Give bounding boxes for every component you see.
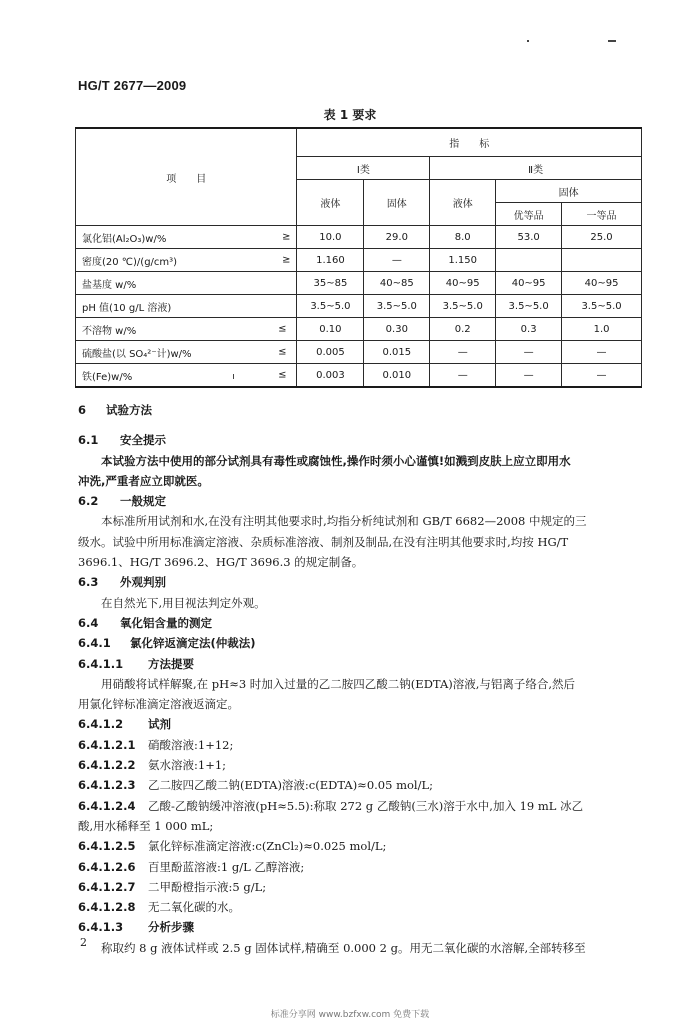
col-header-indicator: 指 标	[297, 128, 642, 157]
scan-mark	[233, 374, 234, 379]
col-header-liquid-1: 液体	[297, 180, 364, 226]
paragraph: 3696.1、HG/T 3696.2、HG/T 3696.3 的规定制备。	[78, 555, 364, 570]
col-header-liquid-2: 液体	[430, 180, 496, 226]
section-6-4-1-heading: 6.4.1 氯化锌返滴定法(仲裁法)	[78, 636, 256, 651]
document-body	[78, 400, 643, 958]
list-item: 6.4.1.2.7 二甲酚橙指示液:5 g/L;	[78, 879, 267, 894]
paragraph: 在自然光下,用目视法判定外观。	[101, 595, 266, 610]
paragraph: 本试验方法中使用的部分试剂具有毒性或腐蚀性,操作时须小心谨慎!如溅到皮肤上应立即用水	[101, 453, 571, 468]
list-item: 6.4.1.2.3 乙二胺四乙酸二钠(EDTA)溶液:c(EDTA)≈0.05 mol/L;	[78, 778, 433, 793]
scan-mark	[608, 40, 616, 42]
col-header-class2: Ⅱ类	[430, 157, 642, 180]
page-number: 2	[80, 936, 87, 949]
table-row: 密度(20 ℃)/(g/cm³) ≥ 1.160 — 1.150	[76, 249, 642, 272]
col-header-solid-2: 固体	[496, 180, 642, 203]
table-row: 氯化铝(Al₂O₃)w/% ≥ 10.0 29.0 8.0 53.0 25.0	[76, 226, 642, 249]
list-item: 6.4.1.2.2 氨水溶液:1+1;	[78, 758, 227, 773]
scan-mark	[527, 40, 529, 42]
paragraph: 冲洗,严重者应立即就医。	[78, 473, 209, 488]
row-name: 氯化铝(Al₂O₃)w/%	[82, 233, 167, 245]
section-6-3-heading: 6.3 外观判别	[78, 575, 166, 590]
table-row: 不溶物 w/% ≤ 0.10 0.30 0.2 0.3 1.0	[76, 318, 642, 341]
col-header-item: 项 目	[76, 128, 297, 226]
paragraph: 级水。试验中所用标准滴定溶液、杂质标准溶液、制剂及制品,在没有注明其他要求时,均按 HG/T	[78, 534, 569, 549]
row-name: 盐基度 w/%	[82, 279, 137, 291]
row-name: 不溶物 w/%	[82, 325, 137, 337]
section-6-4-heading: 6.4 氧化铝含量的测定	[78, 615, 212, 630]
list-item: 6.4.1.2.5 氯化锌标准滴定溶液:c(ZnCl₂)≈0.025 mol/L;	[78, 839, 387, 854]
table-row: 硫酸盐(以 SO₄²⁻计)w/% ≤ 0.005 0.015 — — —	[76, 341, 642, 364]
table-row: pH 值(10 g/L 溶液) 3.5~5.0 3.5~5.0 3.5~5.0 3.5~5.0 3.5~5.0	[76, 295, 642, 318]
table-row: 铁(Fe)w/% ≤ 0.003 0.010 — — —	[76, 364, 642, 388]
row-name: 铁(Fe)w/%	[82, 371, 133, 383]
list-item: 6.4.1.2.8 无二氧化碳的水。	[78, 900, 240, 915]
list-item: 6.4.1.2.4 乙酸-乙酸钠缓冲溶液(pH≈5.5):称取 272 g 乙酸钠(三水)溶于水中,加入 19 mL 冰乙	[78, 798, 584, 813]
col-header-premium: 优等品	[496, 203, 562, 226]
col-header-class1: Ⅰ类	[297, 157, 430, 180]
standard-code: HG/T 2677—2009	[78, 78, 187, 93]
row-name: 密度(20 ℃)/(g/cm³)	[82, 256, 178, 268]
requirements-table	[75, 127, 642, 388]
list-item: 酸,用水稀释至 1 000 mL;	[78, 818, 214, 833]
paragraph: 本标准所用试剂和水,在没有注明其他要求时,均指分析纯试剂和 GB/T 6682—2008 中规定的三	[101, 514, 587, 529]
col-header-solid-1: 固体	[364, 180, 430, 226]
col-header-first: 一等品	[562, 203, 642, 226]
list-item: 6.4.1.2.1 硝酸溶液:1+12;	[78, 737, 234, 752]
paragraph: 称取约 8 g 液体试样或 2.5 g 固体试样,精确至 0.000 2 g。用无二氧化碳的水溶解,全部转移至	[101, 940, 586, 955]
row-name: 硫酸盐(以 SO₄²⁻计)w/%	[82, 348, 192, 360]
section-6-heading: 6 试验方法	[78, 403, 152, 417]
section-6-2-heading: 6.2 一般规定	[78, 494, 166, 509]
section-6-4-1-2-heading: 6.4.1.2 试剂	[78, 717, 171, 732]
row-name: pH 值(10 g/L 溶液)	[82, 302, 172, 314]
paragraph: 用氯化锌标准滴定溶液返滴定。	[78, 697, 239, 712]
list-item: 6.4.1.2.6 百里酚蓝溶液:1 g/L 乙醇溶液;	[78, 859, 305, 874]
paragraph: 用硝酸将试样解聚,在 pH≈3 时加入过量的乙二胺四乙酸二钠(EDTA)溶液,与铝离子络合,然后	[101, 676, 576, 691]
table-title: 表 1 要求	[323, 108, 377, 122]
table-row: 盐基度 w/% 35~85 40~85 40~95 40~95 40~95	[76, 272, 642, 295]
section-6-1-heading: 6.1 安全提示	[78, 433, 166, 448]
footer-watermark: 标准分享网 www.bzfxw.com 免费下载	[270, 1010, 430, 1020]
section-6-4-1-1-heading: 6.4.1.1 方法提要	[78, 656, 194, 671]
section-6-4-1-3-heading: 6.4.1.3 分析步骤	[78, 920, 194, 935]
